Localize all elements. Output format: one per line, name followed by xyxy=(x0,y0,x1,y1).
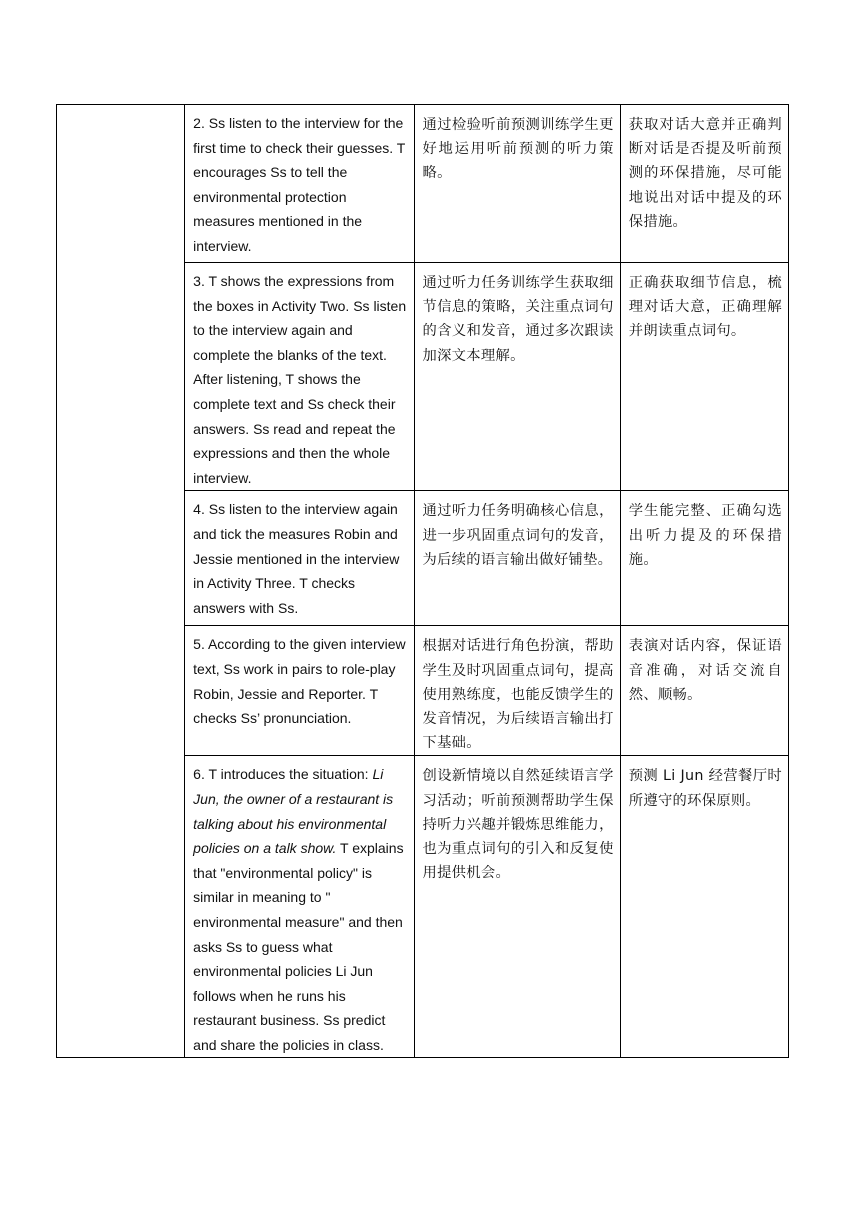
assessment-cell xyxy=(620,756,788,1058)
situation-italic-text: Li Jun, the owner of a restaurant is talking about his environmental policies on a talk show. xyxy=(193,766,394,857)
assessment-cell xyxy=(620,105,788,263)
purpose-text: 通过听力任务训练学生获取细节信息的策略，关注重点词句的含义和发音，通过多次跟读加深文本理解。 xyxy=(422,275,614,364)
procedure-cell xyxy=(185,105,415,263)
purpose-text: 通过检验听前预测训练学生更好地运用听前预测的听力策略。 xyxy=(422,117,614,182)
procedure-text: 3. T shows the expressions from the boxes in Activity Two. Ss listen to the interview again and complete the blanks of the text. After listening, T shows the complete text and Ss check their answers. Ss read and repeat the expressions and then the whole interview. xyxy=(193,273,407,486)
procedure-text-end: T explains that "environmental policy" is similar in meaning to " environmental measure" and then asks Ss to guess what environmental policies Li Jun follows when he runs his restaurant business. Ss predict and share the policies in class. xyxy=(193,840,404,1053)
procedure-cell xyxy=(185,263,415,491)
purpose-cell xyxy=(415,756,620,1058)
procedure-cell xyxy=(185,626,415,756)
procedure-text xyxy=(185,756,414,1057)
procedure-text: 2. Ss listen to the interview for the first time to check their guesses. T encourages Ss to tell the environmental protection measures mentioned in the interview. xyxy=(193,115,406,254)
purpose-cell xyxy=(415,105,620,263)
stage-cell xyxy=(57,105,185,1058)
purpose-text: 创设新情境以自然延续语言学习活动；听前预测帮助学生保持听力兴趣并锻炼思维能力，也为重点词句的引入和反复使用提供机会。 xyxy=(422,768,614,882)
assessment-text: 学生能完整、正确勾选出听力提及的环保措施。 xyxy=(628,503,782,568)
purpose-cell xyxy=(415,263,620,491)
lesson-plan-table xyxy=(56,104,789,1058)
assessment-cell xyxy=(620,491,788,626)
purpose-cell xyxy=(415,626,620,756)
procedure-text: 5. According to the given interview text, Ss work in pairs to role-play Robin, Jessie and Reporter. T checks Ss’ pronunciation. xyxy=(193,636,406,727)
table-row xyxy=(57,105,789,263)
purpose-text: 根据对话进行角色扮演，帮助学生及时巩固重点词句，提高使用熟练度，也能反馈学生的发音情况，为后续语言输出打下基础。 xyxy=(422,638,614,752)
procedure-text-start: 6. T introduces the situation: xyxy=(193,766,373,783)
procedure-text: 4. Ss listen to the interview again and tick the measures Robin and Jessie mentioned in the interview in Activity Three. T checks answers with Ss. xyxy=(193,501,400,616)
assessment-text: 表演对话内容，保证语音准确，对话交流自然、顺畅。 xyxy=(628,638,782,703)
procedure-cell xyxy=(185,756,415,1058)
assessment-cell xyxy=(620,263,788,491)
assessment-cell xyxy=(620,626,788,756)
assessment-text: 获取对话大意并正确判断对话是否提及听前预测的环保措施，尽可能地说出对话中提及的环保措施。 xyxy=(628,117,782,230)
assessment-text: 正确获取细节信息，梳理对话大意，正确理解并朗读重点词句。 xyxy=(628,275,782,340)
procedure-cell xyxy=(185,491,415,626)
assessment-text: 预测 Li Jun 经营餐厅时所遵守的环保原则。 xyxy=(628,768,782,809)
purpose-cell xyxy=(415,491,620,626)
purpose-text: 通过听力任务明确核心信息，进一步巩固重点词句的发音，为后续的语言输出做好铺垫。 xyxy=(422,503,614,568)
